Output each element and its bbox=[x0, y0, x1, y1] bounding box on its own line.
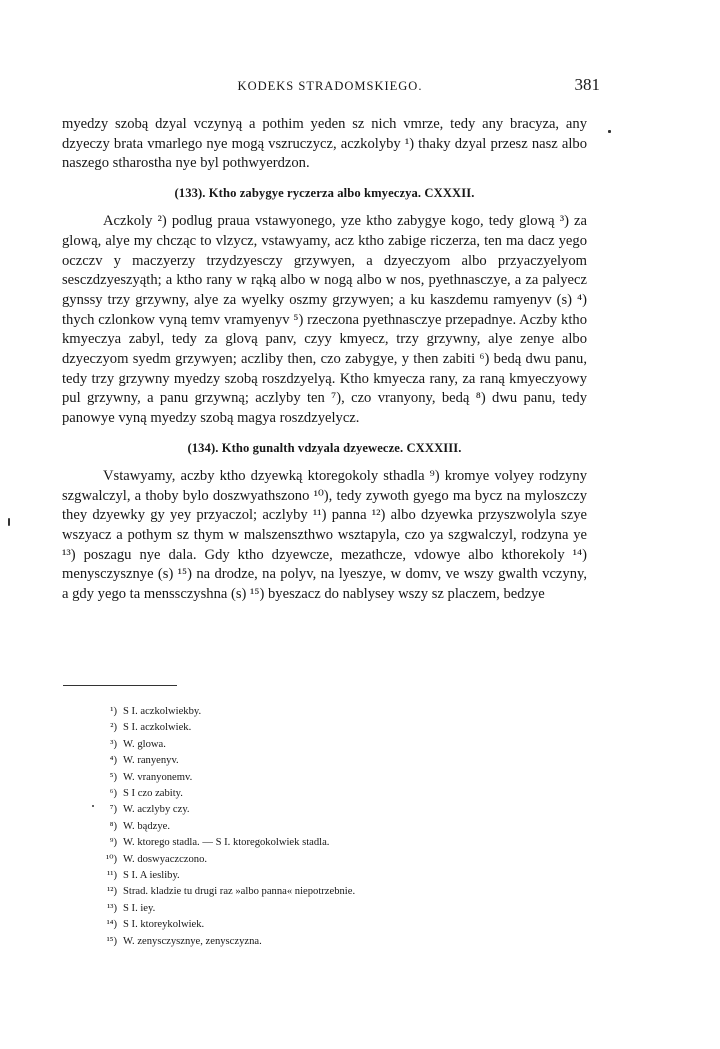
footnote-item bbox=[103, 852, 523, 868]
footnote-text: S I. A iesliby. bbox=[123, 870, 180, 882]
footnote-item bbox=[103, 786, 523, 802]
footnote-text: S I. iey. bbox=[123, 902, 156, 914]
footnote-marker: ¹⁵) bbox=[106, 935, 117, 947]
footnote-item bbox=[103, 819, 523, 835]
footnote-text: W. doswyaczczono. bbox=[123, 853, 208, 865]
paragraph-133: Aczkoly ²) podlug praua vstawyonego, yze ktho zabygye kogo, tedy glową ³) za glową, alye my chcząc to vlzycz, vstawyamy, acz ktho zabige riczerza, ten ma dacz yego oczczv y maczyerzy trzydzyesczy grzywyen, a dzyeczyom albo przyaczyelyom sesczdzyeszyąth; a ktho rany w rąką albo w nogą albo w nos, pyethnasczye, a za palyecz gynssy trzy grzywny, alye za wyelky oszmy grzywyen; a ku kaszdemu ramyenyv (s) ⁴) thych czlonkow vyną temv vramyenyv ⁵) rzeczona pyethnasczye przepadnye. Aczby ktho kmyeczya zabyl, tedy za glovą panv, czyy kmyecz, trzy grzywny, alye zenye albo dzyeczyom syedm grzywyen; aczliby then, czo zabygye, y then zabiti ⁶) bedą dwu panu, tedy trzy grzywny myedzy szobą roszdzyelyą. Ktho kmyecza rany, za raną kmyeczyowy pul grzywny, a panu grzywną; aczlyby ten ⁷), czo vranyony, bedą ⁸) dwu panu, tedy panowye vyną myedzy szobą magya roszdzyelycz. bbox=[62, 213, 587, 427]
footnote-text: S I. aczkolwiekby. bbox=[123, 706, 202, 717]
footnote-marker: ¹¹) bbox=[107, 870, 117, 882]
footnote-marker: ⁴) bbox=[109, 755, 117, 767]
footnote-text: S I. aczkolwiek. bbox=[123, 722, 192, 734]
footnote-marker: ¹⁴) bbox=[106, 919, 117, 931]
footnote-item bbox=[103, 934, 523, 950]
footnote-text: W. bądzye. bbox=[123, 820, 170, 832]
scan-mark bbox=[8, 518, 10, 526]
footnote-marker: ⁸) bbox=[109, 820, 117, 832]
footnote-text: W. zenysczysznye, zenysczyzna. bbox=[123, 935, 262, 947]
footnote-marker: ¹⁰) bbox=[106, 853, 117, 865]
footnote-item bbox=[103, 884, 523, 900]
footnote-marker: ¹³) bbox=[107, 902, 117, 914]
footnote-marker: ⁷) bbox=[109, 804, 117, 816]
section-133-title: (133). Ktho zabygye ryczerza albo kmyeczya. CXXXII. bbox=[174, 186, 475, 201]
footnote-item bbox=[103, 802, 523, 818]
footnote-item bbox=[103, 917, 523, 933]
footnote-item bbox=[103, 720, 523, 736]
page-number: 381 bbox=[574, 75, 600, 94]
footnote-item bbox=[103, 901, 523, 917]
footnote-text: W. vranyonemv. bbox=[123, 771, 193, 783]
footnote-item bbox=[103, 835, 523, 851]
footnote-marker: ³) bbox=[110, 738, 117, 750]
footnote-item bbox=[103, 770, 523, 786]
footnote-text: Strad. kladzie tu drugi raz »albo panna« niepotrzebnie. bbox=[123, 886, 356, 898]
footnote-marker: ²) bbox=[110, 722, 117, 734]
footnote-item bbox=[103, 704, 523, 720]
footnote-text: W. ranyenyv. bbox=[123, 755, 179, 767]
scan-mark bbox=[92, 805, 94, 807]
footnote-marker: ⁹) bbox=[109, 837, 117, 849]
main-text bbox=[62, 115, 587, 605]
footnote-text: S I czo zabity. bbox=[123, 788, 183, 800]
footnote-marker: ¹) bbox=[110, 706, 117, 717]
running-title: KODEKS STRADOMSKIEGO. bbox=[237, 79, 423, 93]
footnote-text: W. ktorego stadla. — S I. ktoregokolwiek stadla. bbox=[123, 837, 330, 849]
footnote-marker: ⁵) bbox=[109, 771, 117, 783]
paragraph-continuation: myedzy szobą dzyal vczynyą a pothim yeden sz nich vmrze, tedy any bracyza, any dzyeczy brata vmarlego nye mogą vszruczycz, aczkolyby ¹) thaky dzyal przesz nasz albo naszego stharostha nye byl pothwyerdzon. bbox=[62, 116, 587, 172]
footnote-text: S I. ktoreykolwiek. bbox=[123, 919, 205, 931]
footnotes-list bbox=[103, 704, 523, 950]
footnote-text: W. glowa. bbox=[123, 738, 166, 750]
footnote-item bbox=[103, 737, 523, 753]
footnote-text: W. aczlyby czy. bbox=[123, 804, 190, 816]
footnote-marker: ¹²) bbox=[107, 886, 117, 898]
paragraph-134: Vstawyamy, aczby ktho dzyewką ktoregokoly sthadla ⁹) kromye volyey rodzyny szgwalczyl, a thoby bylo doszwyathszono ¹⁰), tedy zywoth gyego ma bycz na myloszczy they dzyewky gy yey przyaczol; aczlyby ¹¹) panna ¹²) albo dzyewka przyszwolyla szye wszyacz a pothym sz thym w malszenszthwo wsztapyla, czo ya szgwalczyl, rodzyna ye ¹³) poszagu nye dala. Gdy ktho dzyewcze, mezathcze, vdowye albo kthorekoly ¹⁴) menysczysznye (s) ¹⁵) na drodze, na polyv, na lyeszye, w domv, ve wszy gwalth vczyny, a gdy yego ta menssczyshna (s) ¹⁵) byeszacz do nablysey wszy sz placzem, bedzye bbox=[62, 467, 587, 603]
scan-mark bbox=[608, 130, 611, 133]
footnote-item bbox=[103, 868, 523, 884]
running-head bbox=[60, 76, 600, 96]
footnote-marker: ⁶) bbox=[109, 788, 117, 800]
footnote-rule bbox=[63, 685, 177, 686]
section-134-title: (134). Ktho gunalth vdzyala dzyewecze. CXXXIII. bbox=[187, 440, 462, 455]
footnote-item bbox=[103, 753, 523, 769]
